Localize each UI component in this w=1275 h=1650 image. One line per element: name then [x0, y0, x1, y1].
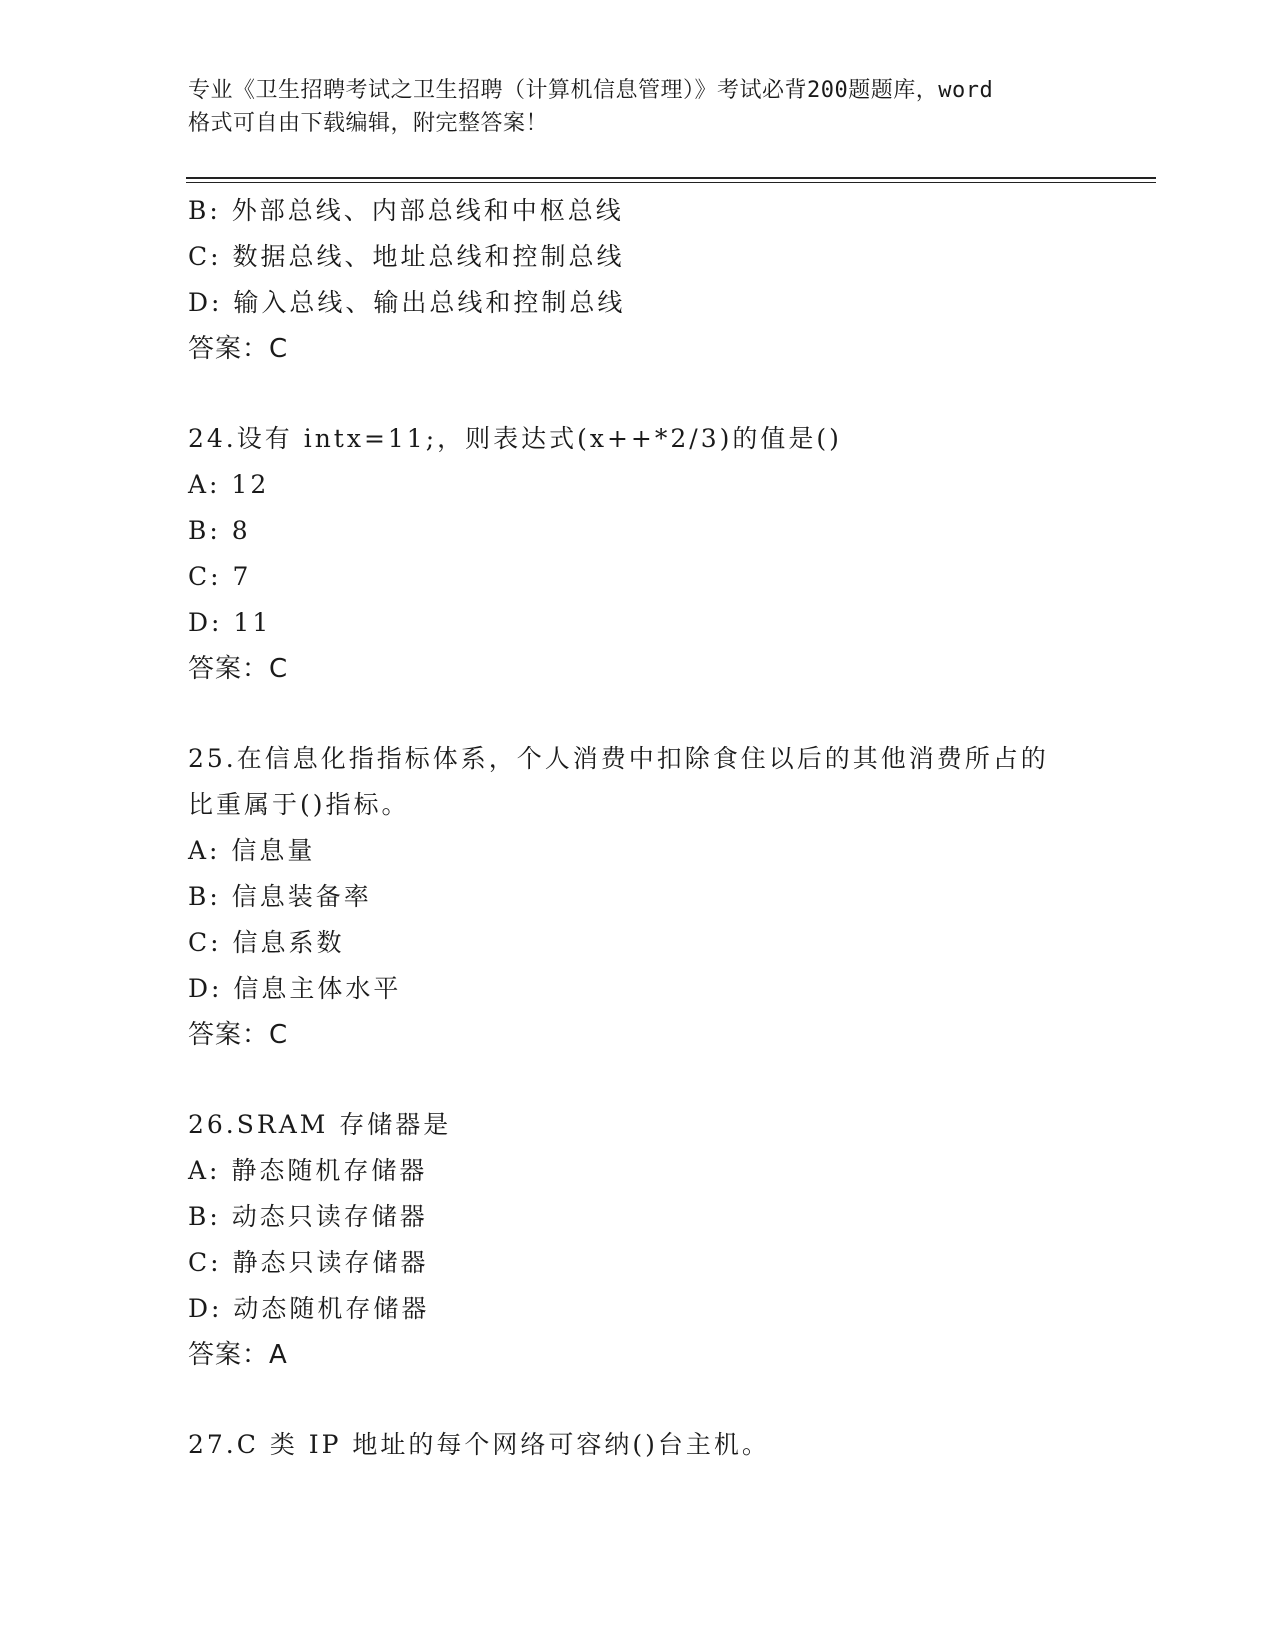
option-b: B: 动态只读存储器: [188, 1202, 428, 1231]
option-c: C: 信息系数: [188, 928, 345, 957]
question-24: [188, 416, 1118, 692]
question-26: [188, 1102, 1118, 1378]
question-text-line-2: 比重属于()指标。: [188, 790, 410, 819]
option-b: B: 信息装备率: [188, 882, 372, 911]
option-a: A: 12: [188, 470, 270, 499]
question-text: 24.设有 intx=11;，则表达式(x++*2/3)的值是(): [188, 424, 842, 453]
header-rule-thick: [186, 177, 1156, 179]
document-header: [188, 74, 1088, 140]
header-rule-thin: [186, 182, 1156, 183]
spacer: [188, 1378, 1118, 1422]
question-text: 26.SRAM 存储器是: [188, 1110, 452, 1139]
option-d: D: 动态随机存储器: [188, 1294, 430, 1323]
question-list: [188, 188, 1118, 1468]
answer: 答案：C: [188, 1020, 289, 1050]
question-text-line-1: 25.在信息化指指标体系，个人消费中扣除食住以后的其他消费所占的: [188, 744, 1049, 773]
option-c: C: 静态只读存储器: [188, 1248, 429, 1277]
spacer: [188, 692, 1118, 736]
option-d: D: 11: [188, 608, 272, 637]
spacer: [188, 1058, 1118, 1102]
header-line-2: 格式可自由下载编辑，附完整答案！: [188, 111, 549, 136]
question-25: [188, 736, 1118, 1058]
option-b: B: 8: [188, 516, 251, 545]
option-d: D: 信息主体水平: [188, 974, 402, 1003]
answer: 答案：A: [188, 1340, 288, 1370]
question-27: [188, 1422, 1118, 1468]
answer: 答案：C: [188, 654, 289, 684]
option-b: B: 外部总线、内部总线和中枢总线: [188, 196, 624, 225]
answer: 答案：C: [188, 334, 289, 364]
option-d: D: 输入总线、输出总线和控制总线: [188, 288, 626, 317]
option-a: A: 静态随机存储器: [188, 1156, 428, 1185]
option-a: A: 信息量: [188, 836, 316, 865]
question-23-partial: [188, 188, 1118, 372]
question-text: 27.C 类 IP 地址的每个网络可容纳()台主机。: [188, 1430, 770, 1459]
header-line-1: 专业《卫生招聘考试之卫生招聘（计算机信息管理）》考试必背200题题库，word: [188, 78, 994, 103]
option-c: C: 7: [188, 562, 252, 591]
spacer: [188, 372, 1118, 416]
option-c: C: 数据总线、地址总线和控制总线: [188, 242, 625, 271]
